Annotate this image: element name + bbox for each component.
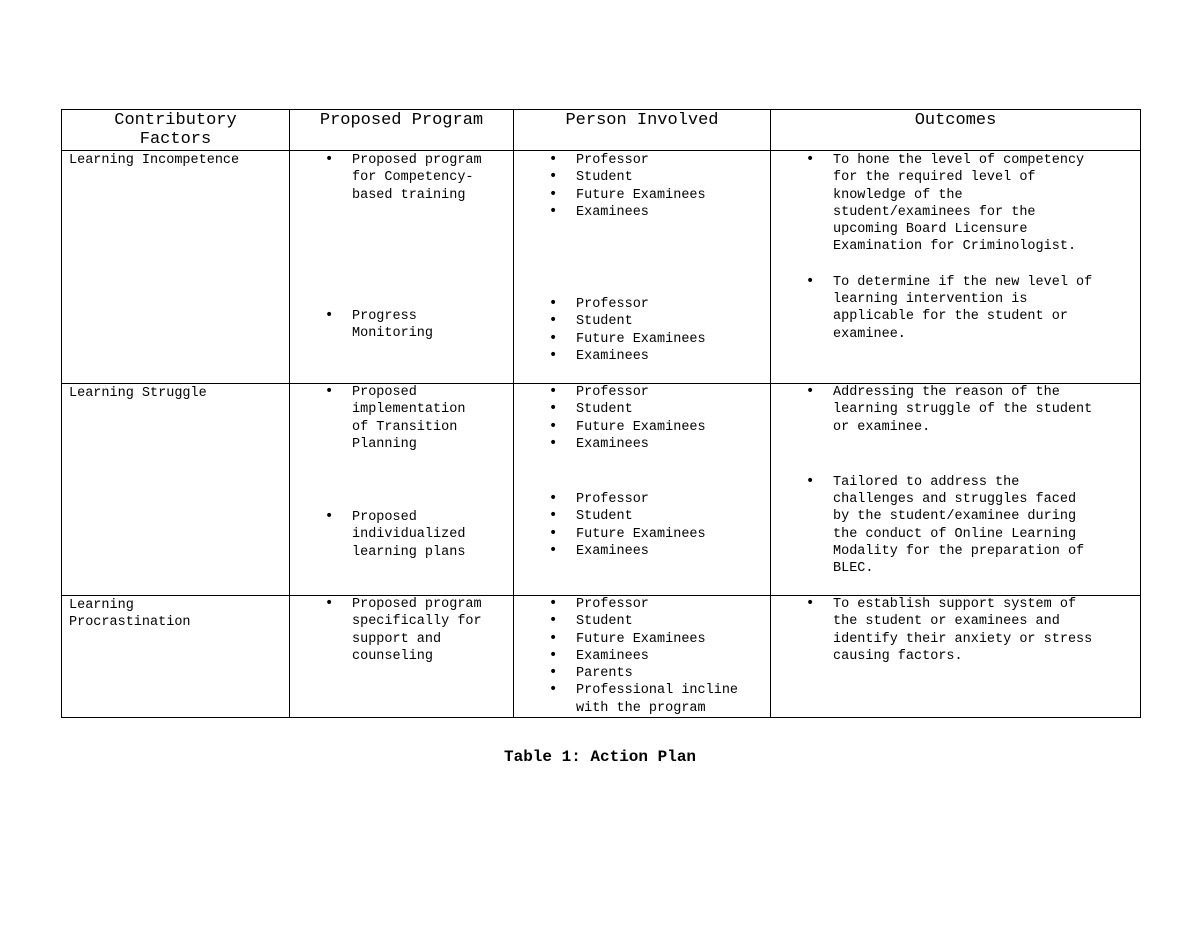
list-item: • Examinees [576,543,770,560]
list-item: • Addressing the reason of the learning struggle of the student or examinee. [833,384,1130,436]
list-item: • Tailored to address the challenges and struggles faced by the student/examinee during the conduct of Online Learning Modality for the preparation of BLEC. [833,474,1130,578]
factor-cell: Learning Struggle [62,384,290,596]
outcome-cell [771,151,1141,384]
list-item: • Professor [576,296,770,313]
list-item: • Progress Monitoring [352,308,513,343]
list-item: • To determine if the new level of learning intervention is applicable for the student or examinee. [833,274,1130,343]
list-item: • Proposed program for Competency- based training [352,152,513,204]
list-item: • Future Examinees [576,526,770,543]
header-contributory-factors: Contributory Factors [62,110,290,151]
person-cell [514,596,771,718]
list-item: • Professor [576,152,770,169]
list-item: • Future Examinees [576,419,770,436]
table-header-row [62,110,1141,151]
factor-cell: Learning Procrastination [62,596,290,718]
table-row [62,151,1141,384]
list-item: • To establish support system of the student or examinees and identify their anxiety or stress causing factors. [833,596,1130,665]
list-item: • Student [576,508,770,525]
list-item: • Examinees [576,648,770,665]
list-item: • Parents [576,665,770,682]
header-person-involved: Person Involved [514,110,771,151]
list-item: • To hone the level of competency for the required level of knowledge of the student/examinees for the upcoming Board Licensure Examination for Criminologist. [833,152,1130,256]
list-item: • Future Examinees [576,187,770,204]
list-item: • Proposed program specifically for support and counseling [352,596,513,665]
header-outcomes: Outcomes [771,110,1141,151]
list-item: • Student [576,313,770,330]
program-cell [290,384,514,596]
person-cell [514,384,771,596]
list-item: • Examinees [576,204,770,221]
person-cell [514,151,771,384]
list-item: • Student [576,401,770,418]
header-proposed-program: Proposed Program [290,110,514,151]
list-item: • Professor [576,384,770,401]
action-plan-table [61,109,1141,718]
program-cell [290,596,514,718]
list-item: • Student [576,169,770,186]
table-caption: Table 1: Action Plan [503,748,697,766]
list-item: • Future Examinees [576,331,770,348]
factor-cell: Learning Incompetence [62,151,290,384]
table-row [62,596,1141,718]
table-row [62,384,1141,596]
list-item: • Examinees [576,348,770,365]
outcome-cell [771,384,1141,596]
list-item: • Proposed implementation of Transition Planning [352,384,513,453]
list-item: • Professor [576,491,770,508]
outcome-cell [771,596,1141,718]
list-item: • Proposed individualized learning plans [352,509,513,561]
list-item: • Student [576,613,770,630]
list-item: • Professor [576,596,770,613]
program-cell [290,151,514,384]
list-item: • Future Examinees [576,631,770,648]
list-item: • Professional incline with the program [576,682,770,717]
list-item: • Examinees [576,436,770,453]
